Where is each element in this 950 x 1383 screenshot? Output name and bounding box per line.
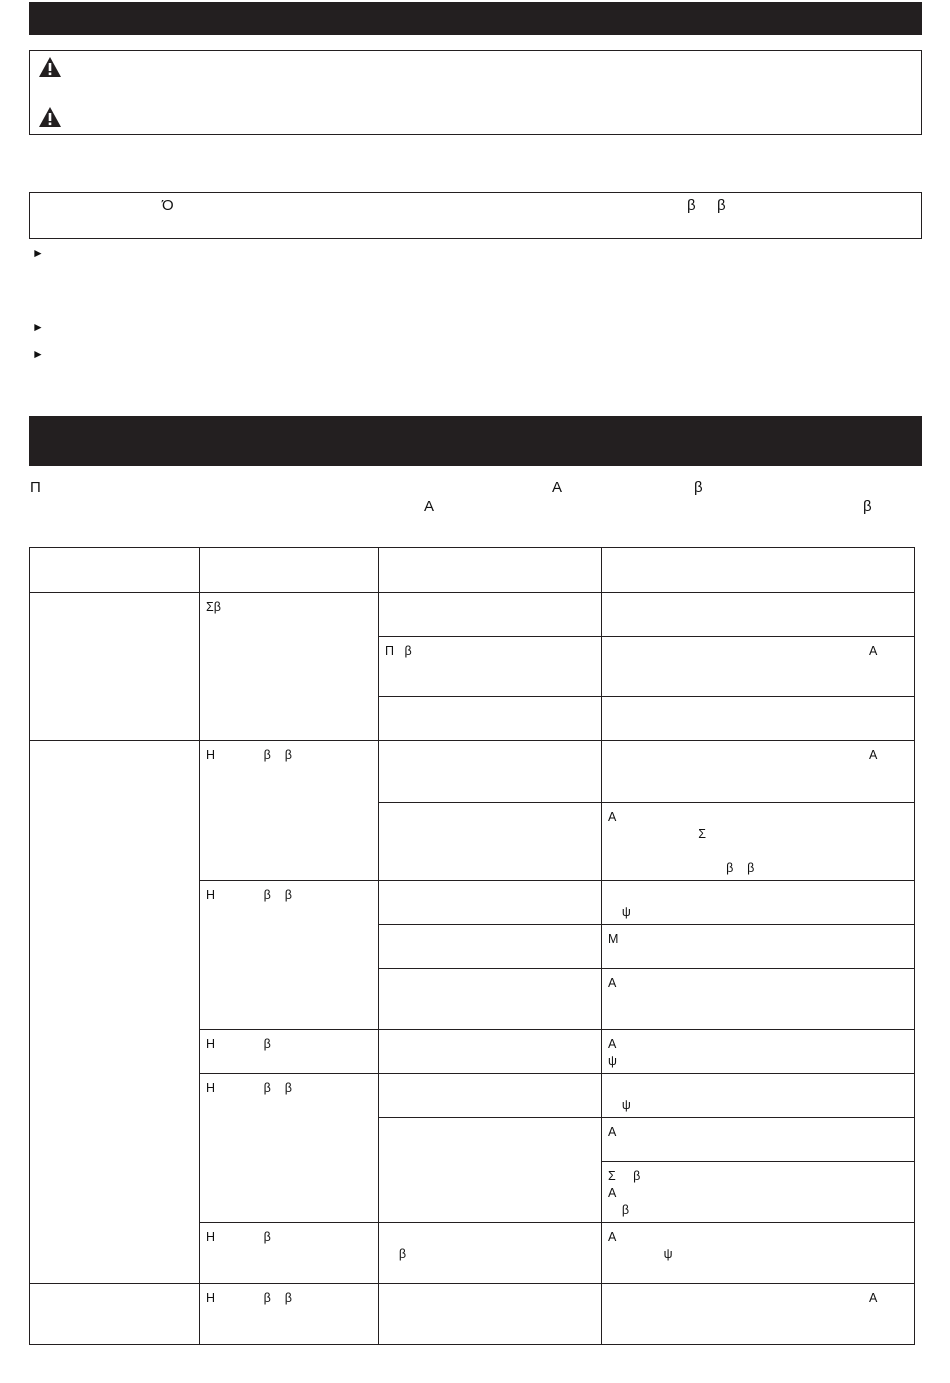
remedy-cell: [602, 1223, 915, 1284]
remedy-cell: [602, 593, 915, 637]
cause-cell: [379, 881, 602, 925]
remedy-text: Α Σ β β: [608, 810, 755, 875]
table-row: [30, 1284, 915, 1345]
cause-cell: [379, 1223, 602, 1284]
remedy-cell: [602, 741, 915, 803]
bullet-arrow-icon: ►: [32, 246, 44, 260]
cause-cell: [379, 697, 602, 741]
indicator-cell: [200, 881, 379, 1030]
indicator-cell: [200, 1284, 379, 1345]
remedy-cell: [602, 1074, 915, 1118]
indicator-text: Η β β: [206, 1291, 292, 1305]
warning-triangle-icon: [38, 106, 62, 128]
symptom-cell: [30, 741, 200, 1284]
remedy-cell: [602, 1118, 915, 1162]
remedy-cell: [602, 969, 915, 1030]
intro-glyph: Π: [30, 479, 41, 496]
cause-cell: [379, 803, 602, 881]
cause-text: β: [398, 1247, 407, 1261]
warning-triangle-icon: [38, 56, 62, 78]
remedy-cell: [602, 1162, 915, 1223]
cause-cell: [379, 1284, 602, 1345]
remedy-text: ψ: [621, 1098, 631, 1112]
intro-glyph: Α: [424, 498, 435, 515]
troubleshooting-table: [29, 547, 915, 1345]
cause-cell: [379, 741, 602, 803]
remedy-text: Α: [869, 1291, 878, 1305]
table-header-row: [30, 548, 915, 593]
cause-cell: [379, 925, 602, 969]
indicator-cell: [200, 741, 379, 881]
header-cell: [602, 548, 915, 593]
section-header-bar-top: [29, 2, 922, 35]
indicator-cell: [200, 1030, 379, 1074]
cause-cell: [379, 969, 602, 1030]
remedy-cell: [602, 1030, 915, 1074]
remedy-cell: [602, 925, 915, 969]
header-cell: [30, 548, 200, 593]
remedy-cell: [602, 1284, 915, 1345]
table-row: [30, 593, 915, 637]
cause-cell: [379, 1118, 602, 1223]
notice-glyph: β: [687, 197, 696, 214]
notice-box: [29, 192, 922, 239]
remedy-text: Α: [608, 1125, 617, 1139]
remedy-text: Μ: [608, 932, 619, 946]
notice-glyph: β: [717, 197, 726, 214]
indicator-text: Η β β: [206, 1081, 292, 1095]
remedy-text: Α: [608, 976, 617, 990]
indicator-cell: [200, 1223, 379, 1284]
indicator-text: Η β β: [206, 748, 292, 762]
remedy-text: Α ψ: [608, 1037, 617, 1068]
indicator-text: Η β β: [206, 888, 292, 902]
remedy-text: Α ψ: [608, 1230, 673, 1261]
section-header-bar-troubleshooting: [29, 416, 922, 466]
remedy-cell: [602, 697, 915, 741]
intro-glyph: β: [694, 479, 703, 496]
remedy-text: Α: [869, 644, 878, 658]
indicator-cell: [200, 593, 379, 741]
indicator-text: Η β: [206, 1230, 271, 1244]
indicator-cell: [200, 1074, 379, 1223]
cause-cell: [379, 593, 602, 637]
warning-box: [29, 50, 922, 135]
remedy-cell: [602, 803, 915, 881]
remedy-cell: [602, 881, 915, 925]
remedy-text: Σ β Α β: [608, 1169, 641, 1217]
remedy-text: Α: [869, 748, 878, 762]
table-row: [30, 741, 915, 803]
cause-cell: [379, 637, 602, 697]
indicator-text: Η β: [206, 1037, 271, 1051]
cause-text: Π β: [385, 644, 412, 658]
symptom-cell: [30, 593, 200, 741]
cause-cell: [379, 1030, 602, 1074]
notice-glyph: Ό: [162, 197, 174, 214]
remedy-cell: [602, 637, 915, 697]
remedy-text: ψ: [621, 905, 631, 919]
symptom-cell: [30, 1284, 200, 1345]
header-cell: [200, 548, 379, 593]
bullet-arrow-icon: ►: [32, 347, 44, 361]
header-cell: [379, 548, 602, 593]
bullet-arrow-icon: ►: [32, 320, 44, 334]
indicator-text: Σβ: [206, 600, 221, 614]
intro-glyph: β: [863, 498, 872, 515]
cause-cell: [379, 1074, 602, 1118]
intro-glyph: Α: [552, 479, 563, 496]
